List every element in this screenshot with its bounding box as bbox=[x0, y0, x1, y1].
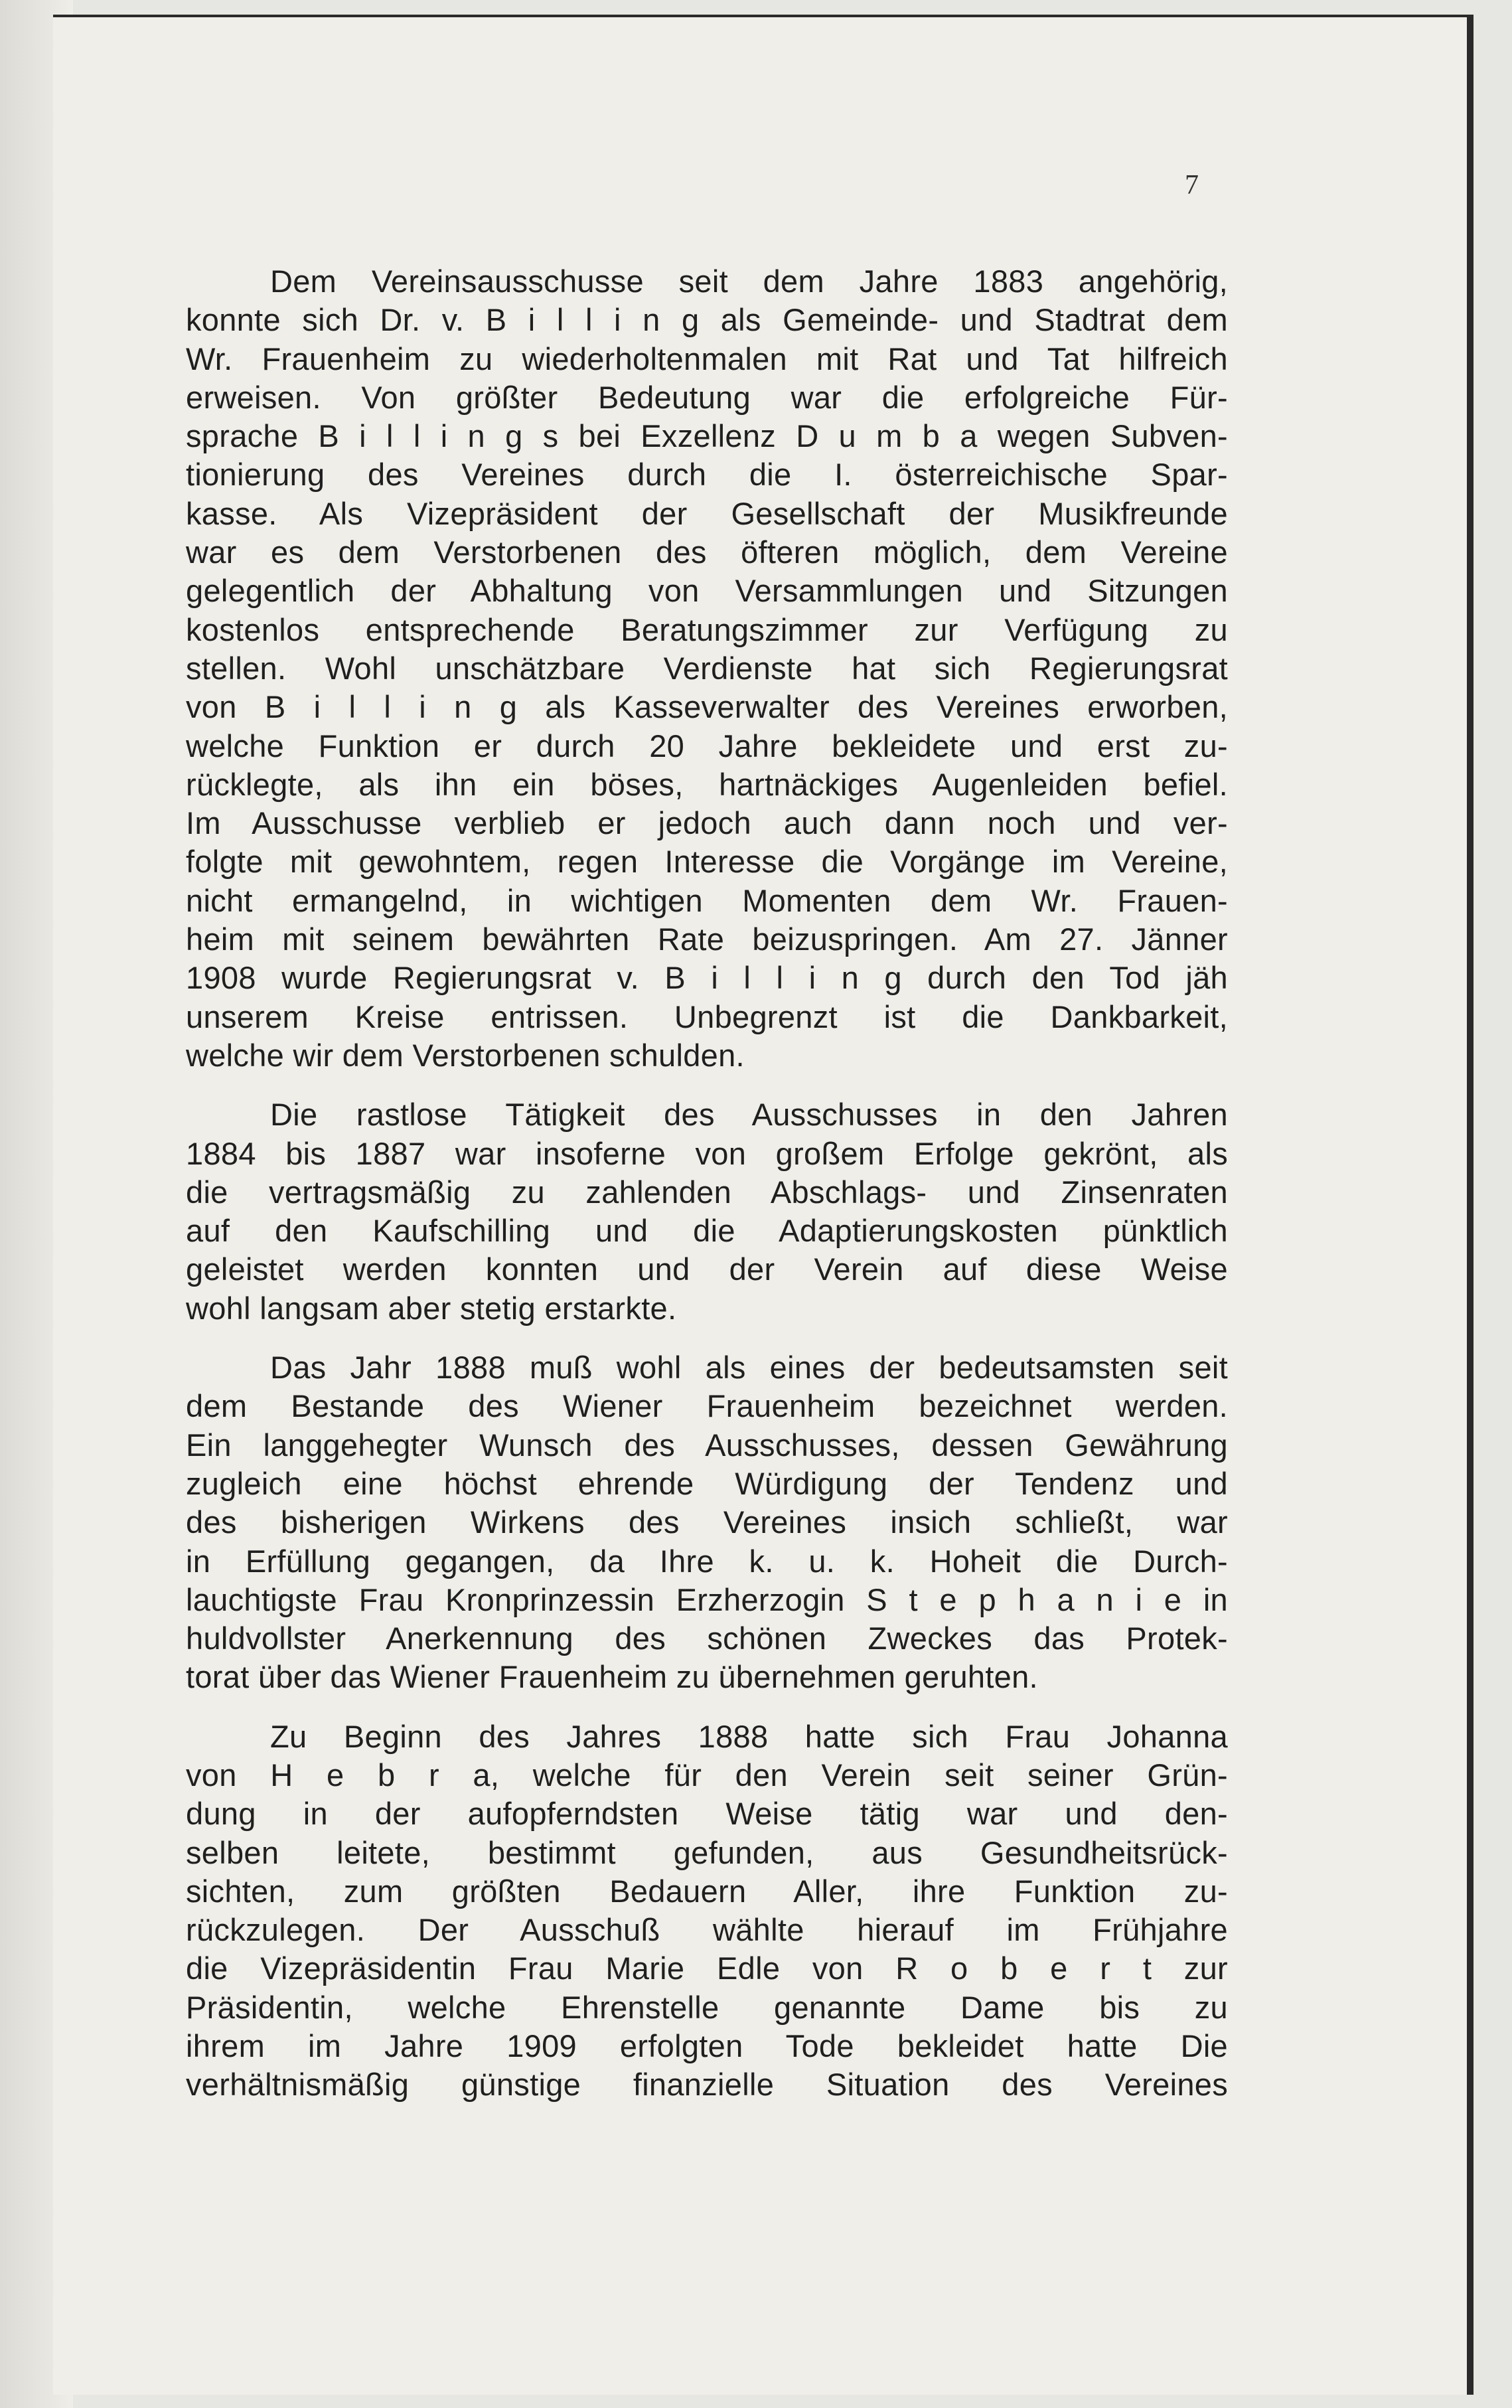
text-line: welche Funktion er durch 20 Jahre bekleidete und erst zu- bbox=[186, 728, 1228, 763]
text-line: Zu Beginn des Jahres 1888 hatte sich Frau Johanna bbox=[270, 1718, 1228, 1754]
paragraph bbox=[186, 262, 1228, 1075]
text-line: tionierung des Vereines durch die I. österreichische Spar- bbox=[186, 457, 1228, 493]
paragraph bbox=[186, 1718, 1228, 2105]
text-line: lauchtigste Frau Kronprinzessin Erzherzogin S t e p h a n i e in bbox=[186, 1581, 1228, 1617]
text-line: dung in der aufopferndsten Weise tätig war und den- bbox=[186, 1796, 1228, 1832]
text-line: geleistet werden konnten und der Verein auf diese Weise bbox=[186, 1251, 1228, 1287]
text-line: Im Ausschusse verblieb er jedoch auch dann noch und ver- bbox=[186, 805, 1228, 841]
text-line: gelegentlich der Abhaltung von Versammlungen und Sitzungen bbox=[186, 573, 1228, 609]
text-line: stellen. Wohl unschätzbare Verdienste hat sich Regierungsrat bbox=[186, 650, 1228, 686]
text-line: Die rastlose Tätigkeit des Ausschusses in den Jahren bbox=[270, 1097, 1228, 1133]
text-line: konnte sich Dr. v. B i l l i n g als Gemeinde- und Stadtrat dem bbox=[186, 302, 1228, 338]
text-line: die Vizepräsidentin Frau Marie Edle von R o b e r t zur bbox=[186, 1951, 1228, 1986]
text-line: Wr. Frauenheim zu wiederholtenmalen mit Rat und Tat hilfreich bbox=[186, 341, 1228, 376]
text-line: sprache B i l l i n g s bei Exzellenz D u m b a wegen Subven- bbox=[186, 418, 1228, 454]
text-line: nicht ermangelnd, in wichtigen Momenten dem Wr. Frauen- bbox=[186, 882, 1228, 918]
text-line: ihrem im Jahre 1909 erfolgten Tode bekleidet hatte Die bbox=[186, 2028, 1228, 2064]
paragraph bbox=[186, 1095, 1228, 1328]
text-line: huldvollster Anerkennung des schönen Zweckes das Protek- bbox=[186, 1621, 1228, 1656]
text-line: von H e b r a, welche für den Verein seit seiner Grün- bbox=[186, 1757, 1228, 1793]
text-line: in Erfüllung gegangen, da Ihre k. u. k. Hoheit die Durch- bbox=[186, 1543, 1228, 1579]
text-line: des bisherigen Wirkens des Vereines insich schließt, war bbox=[186, 1504, 1228, 1540]
text-line: Das Jahr 1888 muß wohl als eines der bedeutsamsten seit bbox=[270, 1350, 1228, 1386]
text-line: auf den Kaufschilling und die Adaptierungskosten pünktlich bbox=[186, 1213, 1228, 1249]
text-line: unserem Kreise entrissen. Unbegrenzt ist die Dankbarkeit, bbox=[186, 999, 1228, 1034]
text-line: selben leitete, bestimmt gefunden, aus Gesundheitsrück- bbox=[186, 1834, 1228, 1870]
page-number: 7 bbox=[1185, 170, 1199, 201]
text-line: sichten, zum größten Bedauern Aller, ihre Funktion zu- bbox=[186, 1873, 1228, 1909]
body-text bbox=[186, 262, 1228, 2105]
text-line: 1884 bis 1887 war insoferne von großem Erfolge gekrönt, als bbox=[186, 1135, 1228, 1171]
text-line: Dem Vereinsausschusse seit dem Jahre 1883 angehörig, bbox=[270, 264, 1228, 299]
text-line: folgte mit gewohntem, regen Interesse die Vorgänge im Vereine, bbox=[186, 844, 1228, 880]
text-line: verhältnismäßig günstige finanzielle Situation des Vereines bbox=[186, 2067, 1228, 2103]
text-line: rücklegte, als ihn ein böses, hartnäckiges Augenleiden befiel. bbox=[186, 766, 1228, 802]
text-line: erweisen. Von größter Bedeutung war die erfolgreiche Für- bbox=[186, 379, 1228, 415]
text-line: die vertragsmäßig zu zahlenden Abschlags- und Zinsenraten bbox=[186, 1174, 1228, 1210]
text-line: Präsidentin, welche Ehrenstelle genannte Dame bis zu bbox=[186, 1989, 1228, 2025]
text-line: welche wir dem Verstorbenen schulden. bbox=[186, 1037, 745, 1073]
text-line: kostenlos entsprechende Beratungszimmer zur Verfügung zu bbox=[186, 611, 1228, 647]
text-line: war es dem Verstorbenen des öfteren möglich, dem Vereine bbox=[186, 534, 1228, 570]
paragraph bbox=[186, 1348, 1228, 1697]
text-line: Ein langgehegter Wunsch des Ausschusses, dessen Gewährung bbox=[186, 1427, 1228, 1463]
text-line: dem Bestande des Wiener Frauenheim bezeichnet werden. bbox=[186, 1388, 1228, 1424]
text-line: 1908 wurde Regierungsrat v. B i l l i n g durch den Tod jäh bbox=[186, 960, 1228, 996]
text-line: von B i l l i n g als Kasseverwalter des Vereines erworben, bbox=[186, 689, 1228, 725]
text-line: zugleich eine höchst ehrende Würdigung der Tendenz und bbox=[186, 1465, 1228, 1501]
text-line: rückzulegen. Der Ausschuß wählte hierauf im Frühjahre bbox=[186, 1912, 1228, 1948]
text-line: torat über das Wiener Frauenheim zu übernehmen geruhten. bbox=[186, 1659, 1038, 1695]
text-line: kasse. Als Vizepräsident der Gesellschaft der Musikfreunde bbox=[186, 495, 1228, 531]
text-line: wohl langsam aber stetig erstarkte. bbox=[186, 1290, 677, 1326]
text-line: heim mit seinem bewährten Rate beizuspringen. Am 27. Jänner bbox=[186, 922, 1228, 957]
